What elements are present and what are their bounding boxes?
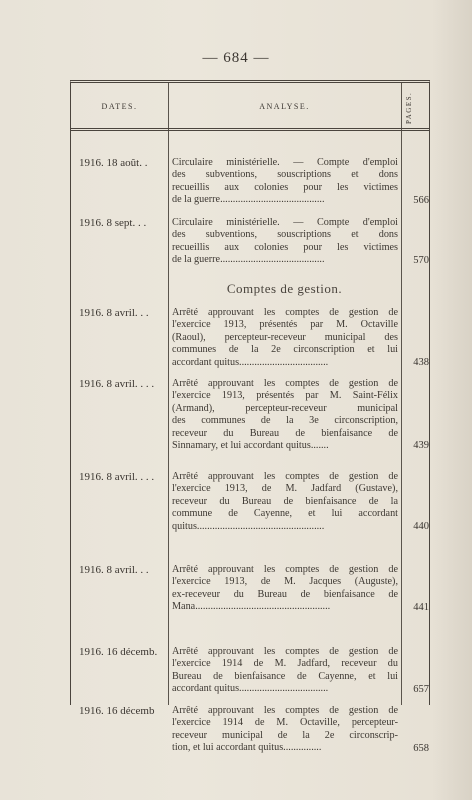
analysis-line: l'exercice 1913, présentés par M. Saint-Félix [172,390,398,402]
analysis-line: recueillis aux colonies pour les victimes [172,241,398,253]
entry-analysis [172,378,398,452]
entry-analysis [172,471,398,533]
analysis-line: Mana..................................................... [172,601,331,613]
analysis-line: Arrêté approuvant les comptes de gestion de [172,646,398,657]
analysis-line: accordant quitus................................... [172,356,329,368]
entry-analysis [172,646,398,696]
analysis-line: l'exercice 1914 de M. Jadfard, receveur du [172,658,398,670]
analysis-line: (Raoul), percepteur-receveur municipal des [172,331,398,343]
analysis-line: recueillis aux colonies pour les victimes [172,181,398,193]
analysis-line: Circulaire ministérielle. — Compte d'emploi [172,157,398,168]
analysis-line: receveur municipal de la 2e circonscrip- [172,729,398,741]
entry-analysis [172,705,398,755]
entry-date: 1916. 8 avril. . . [79,564,149,576]
analysis-line: Bureau de bienfaisance de Cayenne, et lui [172,670,398,682]
analysis-line: l'exercice 1913, de M. Jadfard (Gustave), [172,483,398,495]
entry-analysis [172,217,398,267]
analysis-line: Arrêté approuvant les comptes de gestion de [172,307,398,318]
column-divider-pages [401,83,402,705]
analysis-line: Arrêté approuvant les comptes de gestion de [172,378,398,389]
table-header [71,83,429,131]
analysis-line: tion, et lui accordant quitus............... [172,742,322,754]
section-title: Comptes de gestion. [226,281,343,296]
analysis-line: communes de la 2e circonscription et lui [172,344,398,356]
analysis-line: de la guerre......................................... [172,194,325,206]
entry-date: 1916. 8 avril. . . . [79,471,155,483]
entry-date: 1916. 16 décemb. [79,646,158,658]
analysis-line: ex-receveur du Bureau de bienfaisance de [172,588,398,600]
entry-analysis [172,307,398,369]
analysis-line: des subventions, souscriptions et dons [172,229,398,241]
analysis-line: receveur du Bureau de bienfaisance de la [172,495,398,507]
entry-page-ref: 441 [413,602,429,613]
header-pages: PAGES. [405,91,413,125]
column-divider-dates [168,83,169,705]
entry-date: 1916. 8 avril. . . . [79,378,155,390]
analysis-line: Sinnamary, et lui accordant quitus....... [172,440,329,452]
header-dates: DATES. [101,102,138,111]
entry-page-ref: 657 [413,684,429,695]
analysis-line: (Armand), percepteur-receveur municipal [172,402,398,414]
analysis-line: l'exercice 1913, de M. Jacques (Auguste), [172,576,398,588]
page-number: — 684 — [202,50,270,66]
analysis-line: l'exercice 1913, présentés par M. Octaville [172,319,398,331]
page-gutter-shadow [432,0,472,800]
entry-page-ref: 658 [413,743,429,754]
header-analyse: ANALYSE. [259,102,310,111]
entry-page-ref: 570 [413,255,429,266]
index-table [70,80,430,754]
entry-date: 1916. 8 sept. . . [79,217,147,229]
analysis-line: l'exercice 1914 de M. Octaville, percepteur- [172,717,398,729]
entry-page-ref: 566 [413,195,429,206]
analysis-line: Circulaire ministérielle. — Compte d'emploi [172,217,398,228]
analysis-line: accordant quitus................................... [172,683,329,695]
analysis-line: receveur du Bureau de bienfaisance de [172,427,398,439]
entry-page-ref: 440 [413,521,429,532]
analysis-line: des communes de la 3e circonscription, [172,415,398,427]
entry-analysis [172,564,398,614]
analysis-line: Arrêté approuvant les comptes de gestion de [172,564,398,575]
entry-page-ref: 438 [413,357,429,368]
analysis-line: Arrêté approuvant les comptes de gestion de [172,471,398,482]
entry-analysis [172,157,398,207]
analysis-line: Arrêté approuvant les comptes de gestion de [172,705,398,716]
entry-date: 1916. 18 août. . [79,157,148,169]
entry-page-ref: 439 [413,440,429,451]
entry-date: 1916. 16 décemb [79,705,155,717]
analysis-line: de la guerre......................................... [172,254,325,266]
analysis-line: commune de Cayenne, et lui accordant [172,508,398,520]
entry-date: 1916. 8 avril. . . [79,307,149,319]
analysis-line: quitus.................................................. [172,520,325,532]
analysis-line: des subventions, souscriptions et dons [172,169,398,181]
